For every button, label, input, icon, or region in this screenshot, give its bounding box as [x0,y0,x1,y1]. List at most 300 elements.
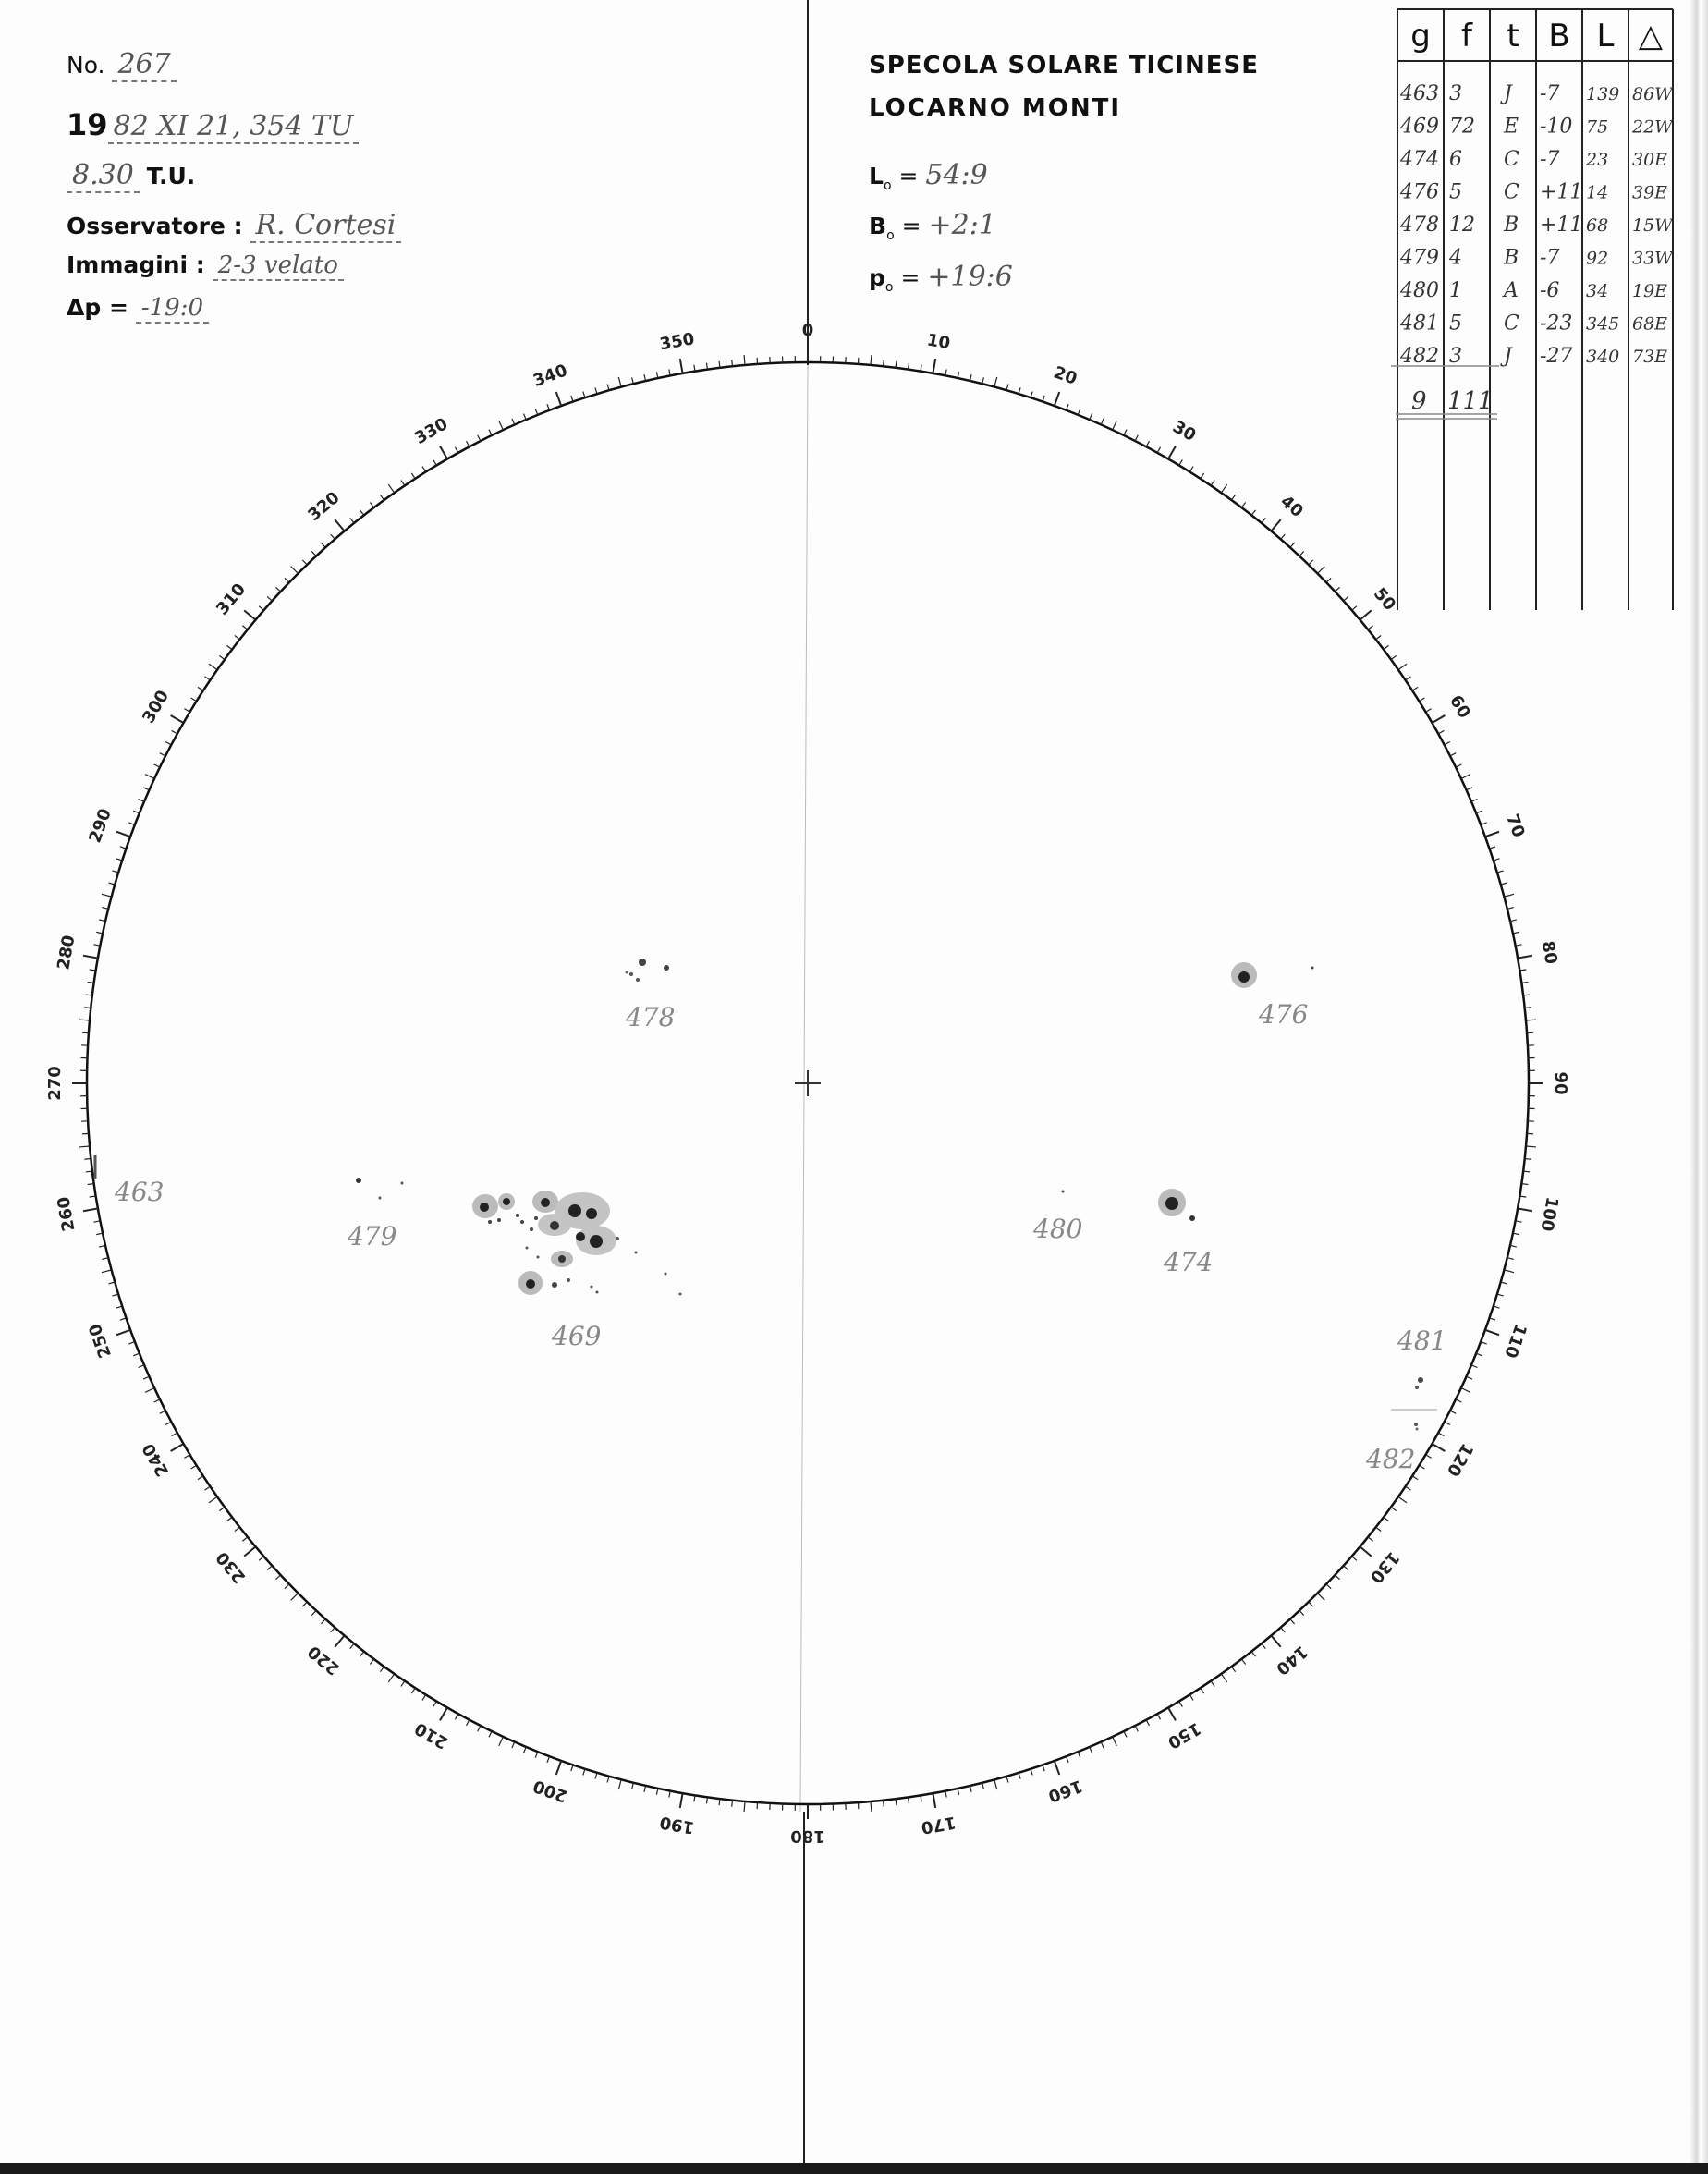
scale-tick [1326,1584,1331,1589]
scale-tick [1518,956,1532,959]
scale-tick [1485,832,1499,837]
scale-tick [1406,677,1411,680]
scale-label-160: 160 [1045,1776,1085,1806]
scale-label-230: 230 [212,1547,250,1587]
scale-label-200: 200 [531,1776,570,1806]
scale-tick [244,1546,255,1556]
scale-tick [744,355,745,365]
scale-tick [1426,709,1432,713]
scale-tick [79,1146,90,1147]
scale-tick [1476,811,1482,813]
scale-tick [719,361,720,368]
scale-tick [198,687,203,690]
scale-tick [1360,1546,1372,1556]
scale-tick [116,859,123,861]
scale-tick [1368,1537,1372,1541]
group-label-469: 469 [552,1321,602,1351]
scale-tick [96,932,103,933]
scale-tick [235,1527,240,1531]
scale-tick [535,409,538,414]
scale-tick [401,481,405,486]
scale-label-290: 290 [85,806,116,846]
scale-tick [1467,788,1472,790]
scale-tick [933,1793,935,1808]
scale-tick [291,1594,299,1601]
scale-tick [165,1422,171,1424]
scale-tick [1043,1765,1044,1772]
scale-tick [321,1619,325,1624]
table-cell: 1 [1449,279,1462,302]
p0-line: $p_o$ = +19:6 [869,261,1013,295]
scale-label-240: 240 [139,1439,174,1480]
table-cell: 68 [1586,215,1609,236]
scale-tick [275,587,280,592]
scale-tick [1352,606,1357,611]
scale-label-190: 190 [658,1812,696,1838]
group-label-478: 478 [626,1002,676,1032]
scale-tick [732,360,733,366]
scale-tick [83,1208,98,1211]
scale-tick [235,635,240,639]
scale-tick [139,1365,144,1368]
table-cell: 3 [1449,82,1462,105]
b0-line: $B_o$ = +2:1 [869,209,996,243]
scale-tick [244,610,255,619]
scale-label-0: 0 [801,321,814,340]
scan-right-edge [1690,0,1708,2174]
sunspot-group-480 [1062,1191,1065,1193]
scale-tick [556,1761,561,1775]
scale-tick [1335,1575,1339,1580]
scale-tick [499,421,504,430]
scale-tick [360,1652,363,1657]
images-line [67,251,344,279]
scale-tick [259,1557,263,1561]
scale-tick [1318,567,1325,574]
b0-eq: = [901,213,921,239]
scale-tick [440,1707,447,1720]
scale-tick [1055,1761,1059,1775]
scale-tick [311,551,316,556]
scale-tick [1490,1318,1496,1320]
col-header-t: t [1507,18,1519,55]
table-cell: -7 [1540,246,1560,270]
scale-tick [1090,1747,1092,1753]
table-cell: 19E [1632,281,1668,301]
scale-tick [1124,1731,1127,1737]
scale-tick [302,560,307,565]
observer-label: Osservatore : [67,213,243,239]
scale-tick [1456,1399,1461,1402]
scale-tick [523,1747,526,1753]
scale-tick [719,1799,720,1805]
scale-tick [680,1793,683,1808]
scale-tick [1438,1433,1444,1435]
scale-label-90: 90 [1551,1071,1570,1095]
p0-label: p [869,264,885,291]
scale-tick [116,1306,123,1308]
scale-tick [1398,664,1407,669]
scale-tick [411,1688,415,1693]
scale-tick [1461,1388,1470,1393]
scale-label-50: 50 [1369,584,1400,615]
scale-tick [1179,459,1183,465]
scale-tick [145,775,154,779]
scale-tick [191,698,197,702]
scale-tick [1384,645,1389,649]
table-cell: C [1504,148,1519,171]
scale-tick [1476,1353,1482,1356]
scale-tick [172,1433,177,1435]
scale-tick [1344,596,1348,601]
table-cell: 5 [1449,180,1462,204]
table-cell: 474 [1400,148,1439,171]
scale-tick [1067,404,1069,410]
table-cell: 476 [1400,180,1439,204]
scale-tick [1157,1714,1160,1719]
scale-tick [275,1575,280,1580]
scale-tick [172,730,177,733]
scale-tick [1090,414,1092,420]
scale-tick [154,1399,160,1402]
scale-tick [1201,1688,1204,1693]
table-cell: 34 [1586,281,1609,301]
scale-tick [219,655,225,659]
table-cell: E [1504,115,1519,139]
scale-tick [1445,742,1450,745]
scale-label-320: 320 [304,487,344,526]
scale-tick [1432,715,1445,723]
b0-value: +2:1 [928,209,996,241]
scale-tick [311,1610,316,1615]
scale-tick [411,473,415,479]
table-cell: 480 [1400,279,1439,302]
scale-tick [618,377,621,387]
scale-tick [335,519,344,531]
sunspot-group-478 [626,959,670,982]
scale-tick [1281,1628,1286,1632]
scale-tick [644,1786,646,1792]
l0-label: L [869,163,884,189]
scale-tick [571,396,573,402]
scale-tick [1497,871,1504,873]
central-meridian-line [800,365,808,1812]
sunspot-group-469 [472,1191,682,1296]
scale-tick [1518,1208,1532,1211]
scale-tick [226,645,232,649]
scale-tick [102,1270,112,1273]
l0-value: 54:9 [925,159,988,191]
scale-tick [982,1783,984,1789]
scale-tick [84,1159,91,1160]
scale-tick [970,374,971,381]
scale-tick [1281,534,1286,539]
scale-tick [102,908,108,910]
scale-label-220: 220 [304,1641,344,1679]
scale-tick [335,1636,344,1647]
scale-tick [1113,421,1117,430]
scale-tick [1031,392,1032,398]
table-cell: -6 [1540,279,1560,302]
scale-tick [1271,519,1280,531]
scale-tick [209,664,217,669]
scale-tick [1504,1270,1514,1273]
table-cell: C [1504,311,1519,336]
scale-tick [1101,1742,1104,1748]
scale-tick [1211,1681,1214,1687]
scale-label-100: 100 [1536,1195,1562,1233]
scale-tick [1241,1659,1245,1665]
scan-bottom-edge [0,2163,1708,2174]
scale-tick [360,510,363,516]
sheet-number-label: No. [67,52,105,79]
scale-tick [644,374,646,381]
table-cell: -7 [1540,82,1560,105]
scale-label-30: 30 [1169,417,1200,446]
scale-tick [455,1714,458,1719]
group-label-480: 480 [1033,1214,1083,1244]
scale-label-140: 140 [1272,1641,1312,1679]
scale-tick [1309,560,1313,565]
scale-label-350: 350 [658,329,696,355]
table-cell: 478 [1400,214,1439,237]
scale-tick [1450,753,1456,756]
scale-tick [1326,578,1331,582]
table-cell: +11 [1540,214,1583,237]
scale-tick [871,1801,872,1812]
scale-tick [1497,1294,1504,1296]
l0-eq: = [898,163,919,189]
scale-tick [1168,1707,1176,1720]
scale-label-20: 20 [1051,362,1080,389]
scale-tick [478,435,481,441]
sunspot-group-479 [356,1178,404,1200]
year-prefix: 19 [67,107,108,142]
scale-tick [1513,932,1519,933]
table-cell: 23 [1586,150,1609,170]
scale-tick [96,1233,103,1234]
table-cell: 73E [1632,347,1668,367]
scale-tick [154,764,160,767]
sheet-number-line [67,48,177,80]
table-cell: -23 [1540,311,1573,336]
table-cell: 75 [1586,116,1609,138]
scale-tick [556,392,561,406]
scale-tick [120,1318,127,1320]
scale-tick [112,1294,118,1296]
table-cell: J [1504,345,1512,368]
scale-tick [242,626,247,629]
scale-label-210: 210 [411,1717,452,1753]
table-cell: 3 [1449,345,1462,368]
observatory-location: LOCARNO MONTI [869,94,1122,122]
scale-tick [1055,392,1059,406]
scale-label-10: 10 [925,330,952,354]
scale-tick [1494,859,1500,861]
scale-tick [160,1411,165,1413]
observatory-name: SPECOLA SOLARE TICINESE [869,52,1259,79]
scale-tick [1513,1233,1519,1234]
date-value: 82 XI 21, 354 TU [108,110,360,144]
scale-tick [1290,1619,1295,1624]
scale-tick [205,1486,211,1490]
scale-tick [933,359,935,373]
scale-label-340: 340 [531,360,570,391]
table-cell: -7 [1540,148,1560,171]
scale-tick [1344,1566,1348,1570]
scale-tick [1419,698,1424,702]
scale-tick [1299,1610,1304,1615]
scale-tick [871,355,872,365]
scale-tick [1335,587,1339,592]
date-line [67,107,359,142]
table-cell: C [1504,180,1519,204]
scale-tick [380,1667,384,1672]
sunspot-group-481 [1415,1377,1423,1389]
scale-tick [1445,1422,1450,1424]
scale-tick [302,1602,307,1606]
scale-label-80: 80 [1537,939,1561,966]
time-value: 8.30 [67,159,140,193]
table-cell: +11 [1540,180,1583,204]
scale-tick [1398,1496,1407,1502]
scale-tick [1146,441,1149,446]
scale-tick [1368,626,1372,629]
scale-tick [1461,775,1470,779]
l0-line: $L_o$ = 54:9 [869,159,988,193]
total-groups: 9 [1411,387,1427,415]
scale-tick [1019,1773,1020,1779]
scale-tick [219,1507,225,1510]
scale-tick [116,832,130,837]
scale-label-310: 310 [212,580,250,619]
group-label-463: 463 [115,1177,165,1207]
scale-label-60: 60 [1446,691,1474,722]
scale-tick [1067,1756,1069,1763]
scale-tick [112,871,118,873]
delta-p-label: Δp = [67,294,128,321]
scale-tick [139,799,144,801]
scale-tick [994,1779,997,1789]
table-cell: 4 [1449,246,1462,270]
col-header-delta: △ [1638,18,1664,55]
scale-tick [467,1720,470,1726]
table-cell: 92 [1586,248,1609,269]
scale-tick [285,1584,289,1589]
table-cell: 482 [1400,345,1439,368]
observer-value: R. Cortesi [250,209,402,243]
col-header-B: B [1548,18,1570,55]
scale-tick [1019,387,1020,394]
scale-tick [1406,1486,1411,1490]
scale-tick [370,502,373,507]
scale-tick [1251,510,1255,516]
scale-tick [102,894,112,897]
scale-tick [433,1702,437,1707]
table-cell: 86W [1632,84,1673,104]
table-cell: B [1504,214,1519,237]
scale-tick [618,1779,621,1789]
table-cell: 33W [1632,248,1673,269]
scale-tick [1510,1245,1517,1247]
scale-tick [242,1537,247,1541]
table-cell: 72 [1449,115,1475,139]
scale-tick [1471,799,1477,801]
scale-tick [1360,610,1372,619]
scale-tick [489,430,492,435]
observer-line [67,209,401,241]
scale-tick [896,361,897,368]
scale-tick [1135,1726,1138,1731]
scale-tick [83,956,98,959]
scale-tick [583,392,585,398]
scale-tick [143,788,149,790]
scale-label-330: 330 [411,414,452,449]
table-cell: 22W [1632,116,1673,138]
scale-tick [226,1517,232,1521]
scale-tick [512,1742,515,1748]
table-cell: -10 [1540,115,1573,139]
scale-tick [133,1353,139,1356]
scale-tick [512,419,515,424]
table-cell: 5 [1449,311,1462,336]
scale-label-130: 130 [1365,1547,1404,1587]
table-cell: 139 [1586,84,1620,104]
scale-tick [1471,1365,1477,1368]
scale-tick [595,1773,597,1779]
scale-label-70: 70 [1502,812,1529,840]
scale-tick [267,596,272,601]
scale-tick [1467,1376,1472,1379]
scale-tick [1231,1667,1235,1672]
scale-tick [128,1342,135,1345]
table-cell: 12 [1449,214,1475,237]
scale-tick [1481,1342,1487,1345]
images-value: 2-3 velato [213,251,344,281]
group-label-482: 482 [1366,1444,1416,1474]
scale-tick [1391,1507,1397,1510]
scale-tick [350,518,354,522]
scale-tick [970,1786,971,1792]
scale-tick [86,1171,92,1172]
scale-tick [388,484,394,493]
scale-tick [1299,551,1304,556]
scale-tick [171,1444,184,1451]
scale-tick [680,359,683,373]
p0-value: +19:6 [927,261,1013,293]
scale-tick [440,446,447,459]
scale-tick [499,1737,504,1746]
scale-tick [120,847,127,849]
scale-tick [547,1756,550,1763]
col-header-f: f [1461,18,1472,55]
table-cell: 14 [1586,182,1609,203]
scale-tick [994,377,997,387]
scale-tick [128,823,135,825]
group-label-474: 474 [1164,1247,1214,1277]
scale-tick [1241,502,1245,507]
scale-tick [1201,473,1204,479]
sunspot-group-482 [1391,1410,1437,1431]
sunspot-group-474 [1158,1189,1195,1221]
scale-label-260: 260 [54,1195,79,1233]
scale-tick [1179,1702,1183,1707]
scale-tick [1031,1769,1032,1776]
scale-tick [1376,1527,1382,1531]
scale-tick [1135,435,1138,441]
scale-tick [145,1388,154,1393]
scale-tick [1352,1557,1357,1561]
